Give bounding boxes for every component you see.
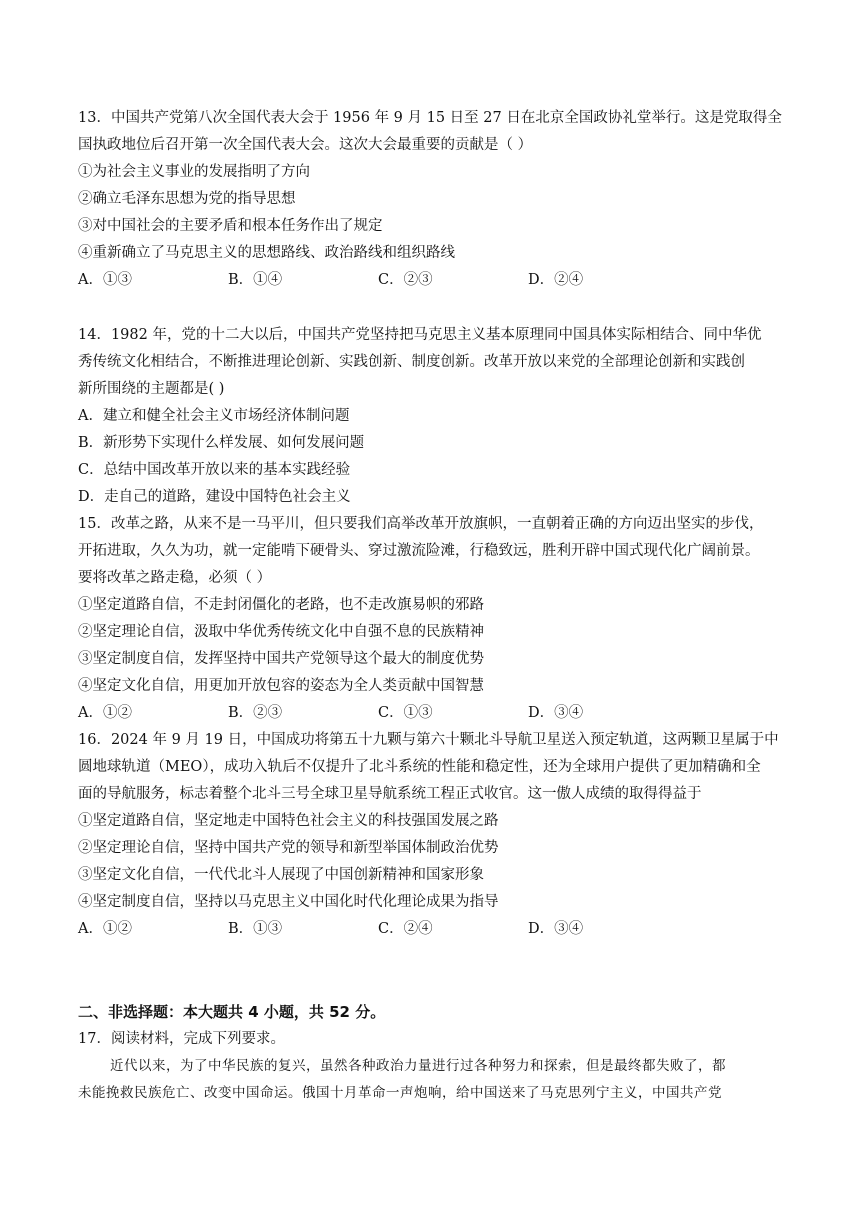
q17-stem: 17．阅读材料，完成下列要求。 xyxy=(78,1031,285,1047)
q15-item-2: ②坚定理论自信，汲取中华优秀传统文化中自强不息的民族精神 xyxy=(78,624,484,640)
q16-item-4: ④坚定制度自信，坚持以马克思主义中国化时代化理论成果为指导 xyxy=(78,894,499,910)
q13-stem-line2: 国执政地位后召开第一次全国代表大会。这次大会最重要的贡献是（ ） xyxy=(78,137,533,153)
q17-material-line2: 未能挽救民族危亡、改变中国命运。俄国十月革命一声炮响，给中国送来了马克思列宁主义，中国共产党 xyxy=(78,1085,722,1101)
q16-option-d: D．③④ xyxy=(528,921,584,937)
q16-stem-line3: 面的导航服务，标志着整个北斗三号全球卫星导航系统工程正式收官。这一傲人成绩的取得得益于 xyxy=(78,786,702,802)
q15-option-b: B．②③ xyxy=(228,705,283,721)
q13-item-1: ①为社会主义事业的发展指明了方向 xyxy=(78,164,310,180)
q13-item-4: ④重新确立了马克思主义的思想路线、政治路线和组织路线 xyxy=(78,245,455,261)
q16-item-2: ②坚定理论自信，坚持中国共产党的领导和新型举国体制政治优势 xyxy=(78,840,499,856)
q13-option-a: A．①③ xyxy=(78,272,132,288)
section-heading: 二、非选择题：本大题共 4 小题，共 52 分。 xyxy=(78,1003,386,1021)
q17-material-line1: 近代以来，为了中华民族的复兴，虽然各种政治力量进行过各种努力和探索，但是最终都失败了，都 xyxy=(110,1058,726,1074)
q15-option-d: D．③④ xyxy=(528,705,584,721)
q14-option-a: A．建立和健全社会主义市场经济体制问题 xyxy=(78,408,350,424)
q15-item-3: ③坚定制度自信，发挥坚持中国共产党领导这个最大的制度优势 xyxy=(78,651,484,667)
q15-option-a: A．①② xyxy=(78,705,132,721)
q16-option-b: B．①③ xyxy=(228,921,283,937)
q14-stem-line2: 秀传统文化相结合，不断推进理论创新、实践创新、制度创新。改革开放以来党的全部理论创新和实践创 xyxy=(78,354,745,370)
q16-item-1: ①坚定道路自信，坚定地走中国特色社会主义的科技强国发展之路 xyxy=(78,813,499,829)
q13-item-2: ②确立毛泽东思想为党的指导思想 xyxy=(78,191,296,207)
q15-stem-line2: 开拓进取，久久为功，就一定能啃下硬骨头、穿过激流险滩，行稳致远，胜利开辟中国式现代化广阔前景。 xyxy=(78,543,760,559)
q14-stem-line3: 新所围绕的主题都是( ) xyxy=(78,381,225,397)
q15-item-4: ④坚定文化自信，用更加开放包容的姿态为全人类贡献中国智慧 xyxy=(78,678,484,694)
q16-stem-line2: 圆地球轨道（MEO），成功入轨后不仅提升了北斗系统的性能和稳定性，还为全球用户提供了更加精确和全 xyxy=(78,759,761,775)
q16-option-c: C．②④ xyxy=(378,921,433,937)
q13-option-b: B．①④ xyxy=(228,272,283,288)
q16-option-a: A．①② xyxy=(78,921,132,937)
q15-stem-line3: 要将改革之路走稳，必须（ ） xyxy=(78,570,272,586)
q14-option-d: D．走自己的道路，建设中国特色社会主义 xyxy=(78,489,351,505)
q13-stem-line1: 13．中国共产党第八次全国代表大会于 1956 年 9 月 15 日至 27 日在北京全国政协礼堂举行。这是党取得全 xyxy=(78,110,782,126)
q13-option-c: C．②③ xyxy=(378,272,433,288)
q16-item-3: ③坚定文化自信，一代代北斗人展现了中国创新精神和国家形象 xyxy=(78,867,484,883)
q16-stem-line1: 16．2024 年 9 月 19 日，中国成功将第五十九颗与第六十颗北斗导航卫星送入预定轨道，这两颗卫星属于中 xyxy=(78,732,779,748)
q15-item-1: ①坚定道路自信，不走封闭僵化的老路，也不走改旗易帜的邪路 xyxy=(78,597,484,613)
q13-option-d: D．②④ xyxy=(528,272,584,288)
q14-option-c: C．总结中国改革开放以来的基本实践经验 xyxy=(78,462,351,478)
q15-stem-line1: 15．改革之路，从来不是一马平川，但只要我们高举改革开放旗帜，一直朝着正确的方向迈出坚实的步伐， xyxy=(78,516,764,532)
q15-option-c: C．①③ xyxy=(378,705,433,721)
q13-item-3: ③对中国社会的主要矛盾和根本任务作出了规定 xyxy=(78,218,383,234)
q14-option-b: B．新形势下实现什么样发展、如何发展问题 xyxy=(78,435,365,451)
q14-stem-line1: 14．1982 年，党的十二大以后，中国共产党坚持把马克思主义基本原理同中国具体实际相结合、同中华优 xyxy=(78,327,762,343)
